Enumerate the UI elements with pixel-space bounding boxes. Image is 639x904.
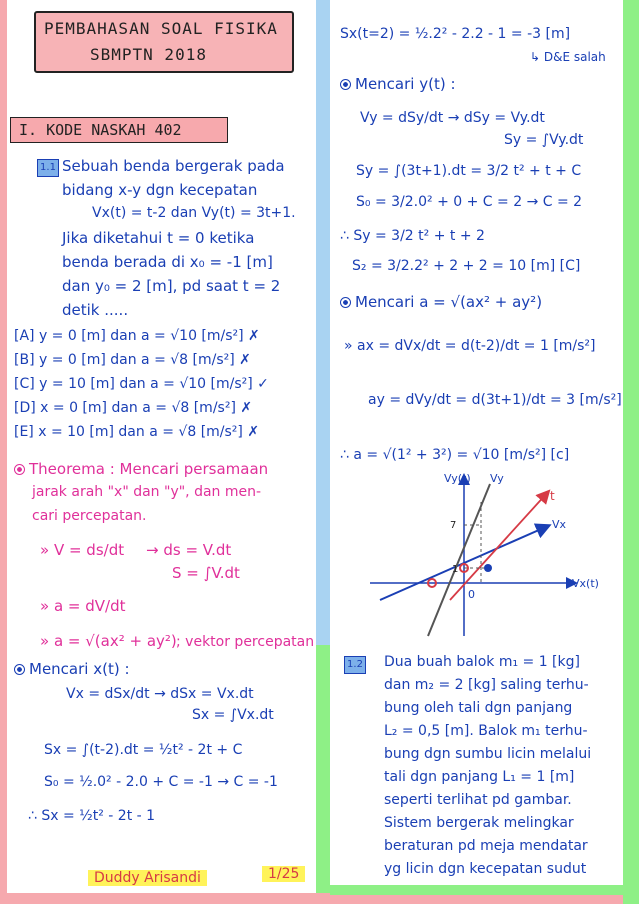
theorem-eq: » V = ds/dt <box>40 541 125 559</box>
author-name: Duddy Arisandi <box>88 870 207 886</box>
find-y-line: S₂ = 3/2.2² + 2 + 2 = 10 [m] [C] <box>352 258 581 274</box>
theorem-eq: S = ∫V.dt <box>172 564 240 582</box>
find-y-line: Sy = ∫(3t+1).dt = 3/2 t² + t + C <box>356 163 582 179</box>
find-x-line: S₀ = ½.0² - 2.0 + C = -1 → C = -1 <box>44 774 278 790</box>
section-label-text: I. KODE NASKAH 402 <box>19 121 182 139</box>
problem-1-line: benda berada di x₀ = -1 [m] <box>62 253 273 271</box>
find-x-line: Vx = dSx/dt → dSx = Vx.dt <box>66 686 254 702</box>
problem-1-line: bidang x-y dgn kecepatan <box>62 181 258 199</box>
theorem-eq: » a = √(ax² + ay²) <box>40 632 177 650</box>
bullet-icon <box>340 297 351 308</box>
problem-2-line: seperti terlihat pd gambar. <box>384 792 572 808</box>
find-y-line: Vy = dSy/dt → dSy = Vy.dt <box>360 110 545 126</box>
find-y-line: Sy = ∫Vy.dt <box>504 132 584 148</box>
divider-green-strip <box>316 645 330 893</box>
option-a: [A] y = 0 [m] dan a = √10 [m/s²] ✗ <box>14 328 260 344</box>
find-y-heading-text: Mencari y(t) : <box>355 75 456 93</box>
theorem-note: ; vektor percepatan <box>176 634 315 650</box>
origin-label: 0 <box>468 588 475 601</box>
left-pink-strip <box>0 0 7 904</box>
theorem-eq: → ds = V.dt <box>146 541 232 559</box>
velocity-graph <box>340 468 620 640</box>
tick-1: 1 <box>452 564 459 575</box>
find-y-line: ∴ Sy = 3/2 t² + t + 2 <box>340 228 485 244</box>
problem-2-line: dan m₂ = 2 [kg] saling terhu- <box>384 677 589 693</box>
problem-2-line: yg licin dgn kecepatan sudut <box>384 861 587 877</box>
bullet-icon <box>14 464 25 475</box>
bullet-icon <box>340 79 351 90</box>
problem-2-line: L₂ = 0,5 [m]. Balok m₁ terhu- <box>384 723 588 739</box>
theorem-line: cari percepatan. <box>32 508 147 524</box>
theorem-line: jarak arah "x" dan "y", dan men- <box>32 484 262 500</box>
find-x-heading-text: Mencari x(t) : <box>29 660 130 678</box>
find-x-line: Sx = ∫Vx.dt <box>192 707 274 723</box>
title-box <box>34 11 294 73</box>
problem-2-number-badge: 1.2 <box>344 656 366 674</box>
vy-line <box>428 484 490 636</box>
theorem-heading-text: Theorema : Mencari persamaan <box>29 460 269 478</box>
sx-at-2: Sx(t=2) = ½.2² - 2.2 - 1 = -3 [m] <box>340 26 571 42</box>
sx-note: ↳ D&E salah <box>530 50 606 64</box>
problem-1-line: Jika diketahui t = 0 ketika <box>62 229 255 247</box>
find-a-line: » ax = dVx/dt = d(t-2)/dt = 1 [m/s²] <box>344 338 596 354</box>
problem-2-line: Dua buah balok m₁ = 1 [kg] <box>384 654 580 670</box>
label-vx: Vx <box>552 518 567 531</box>
find-a-heading-text: Mencari a = √(ax² + ay²) <box>355 293 543 311</box>
problem-2-line: tali dgn panjang L₁ = 1 [m] <box>384 769 575 785</box>
divider-blue-strip <box>316 0 330 645</box>
title-line-2: SBMPTN 2018 <box>90 45 207 64</box>
theorem-eq: » a = dV/dt <box>40 597 126 615</box>
intersection-point <box>484 564 492 572</box>
find-x-heading <box>14 660 130 678</box>
option-b: [B] y = 0 [m] dan a = √8 [m/s²] ✗ <box>14 352 251 368</box>
label-vx-t: Vx(t) <box>572 577 599 590</box>
right-green-strip <box>623 0 639 904</box>
bullet-icon <box>14 664 25 675</box>
find-x-line: ∴ Sx = ½t² - 2t - 1 <box>28 808 156 824</box>
find-a-heading <box>340 293 542 311</box>
bottom-green-strip <box>330 885 639 895</box>
label-vy: Vy <box>490 472 504 485</box>
section-label <box>10 117 228 143</box>
option-e: [E] x = 10 [m] dan a = √8 [m/s²] ✗ <box>14 424 260 440</box>
option-d: [D] x = 0 [m] dan a = √8 [m/s²] ✗ <box>14 400 253 416</box>
find-y-line: S₀ = 3/2.0² + 0 + C = 2 → C = 2 <box>356 194 583 210</box>
problem-1-line: detik ..... <box>62 301 129 319</box>
problem-1-number-badge: 1.1 <box>37 159 59 177</box>
label-vy-t: Vy(t) <box>444 472 471 485</box>
option-c: [C] y = 10 [m] dan a = √10 [m/s²] ✓ <box>14 376 269 392</box>
problem-2-line: bung oleh tali dgn panjang <box>384 700 573 716</box>
find-a-line: ∴ a = √(1² + 3²) = √10 [m/s²] [c] <box>340 447 570 463</box>
problem-2-line: bung dgn sumbu licin melalui <box>384 746 592 762</box>
find-x-line: Sx = ∫(t-2).dt = ½t² - 2t + C <box>44 742 243 758</box>
problem-2-line: beraturan pd meja mendatar <box>384 838 588 854</box>
page-number: 1/25 <box>262 866 305 882</box>
title-line-1: PEMBAHASAN SOAL FISIKA <box>44 19 278 38</box>
theorem-heading <box>14 460 268 478</box>
problem-1-line: Sebuah benda bergerak pada <box>62 157 285 175</box>
find-a-line: ay = dVy/dt = d(3t+1)/dt = 3 [m/s²] <box>368 392 622 408</box>
find-y-heading <box>340 75 456 93</box>
label-t: t <box>550 489 555 503</box>
problem-1-line: Vx(t) = t-2 dan Vy(t) = 3t+1. <box>92 205 296 221</box>
tick-7: 7 <box>450 520 457 531</box>
problem-2-line: Sistem bergerak melingkar <box>384 815 574 831</box>
problem-1-line: dan y₀ = 2 [m], pd saat t = 2 <box>62 277 281 295</box>
